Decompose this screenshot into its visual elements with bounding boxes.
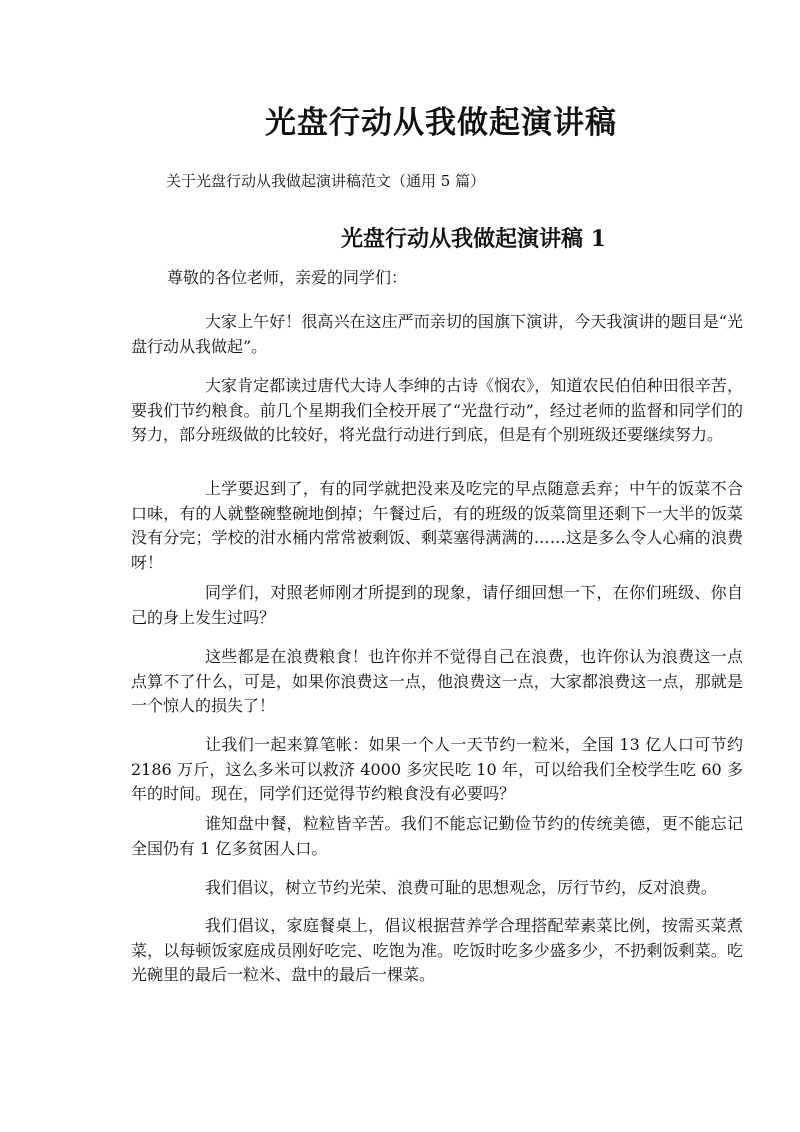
document-title: 光盘行动从我做起演讲稿 <box>265 105 617 141</box>
section-title: 光盘行动从我做起演讲稿 1 <box>341 226 606 252</box>
body-paragraph: 我们倡议，家庭餐桌上，倡议根据营养学合理搭配荤素菜比例，按需买菜煮菜，以每顿饭家庭成员刚好吃完、吃饱为准。吃饭时吃多少盛多少，不扔剩饭剩菜。吃光碗里的最后一粒米、盘中的最后一棵菜。 <box>131 916 743 984</box>
body-paragraph: 谁知盘中餐，粒粒皆辛苦。我们不能忘记勤俭节约的传统美德，更不能忘记全国仍有 1 亿多贫困人口。 <box>131 814 743 858</box>
salutation: 尊敬的各位老师，亲爱的同学们： <box>167 268 408 287</box>
body-paragraph: 同学们，对照老师刚才所提到的现象，请仔细回想一下，在你们班级、你自己的身上发生过吗？ <box>131 583 743 627</box>
body-paragraph: 大家上午好！很高兴在这庄严而亲切的国旗下演讲，今天我演讲的题目是“光盘行动从我做起”。 <box>131 312 743 356</box>
body-paragraph: 大家肯定都读过唐代大诗人李绅的古诗《悯农》，知道农民伯伯种田很辛苦，要我们节约粮食。前几个星期我们全校开展了“光盘行动”，经过老师的监督和同学们的努力，部分班级做的比较好，将光盘行动进行到底，但是有个别班级还要继续努力。 <box>131 376 743 444</box>
body-paragraph: 让我们一起来算笔帐：如果一个人一天节约一粒米，全国 13 亿人口可节约 2186 万斤，这么多米可以救济 4000 多灾民吃 10 年，可以给我们全校学生吃 60 多年的时间。现在，同学们还觉得节约粮食没有必要吗？ <box>131 735 743 803</box>
document-subtitle: 关于光盘行动从我做起演讲稿范文（通用 5 篇） <box>166 172 486 190</box>
body-paragraph: 这些都是在浪费粮食！也许你并不觉得自己在浪费，也许你认为浪费这一点点算不了什么，可是，如果你浪费这一点，他浪费这一点，大家都浪费这一点，那就是一个惊人的损失了！ <box>131 647 743 715</box>
body-paragraph: 我们倡议，树立节约光荣、浪费可耻的思想观念，厉行节约，反对浪费。 <box>205 878 718 897</box>
body-paragraph: 上学要迟到了，有的同学就把没来及吃完的早点随意丢弃；中午的饭菜不合口味，有的人就整碗整碗地倒掉；午餐过后，有的班级的饭菜筒里还剩下一大半的饭菜没有分完；学校的泔水桶内常常被剩饭、剩菜塞得满满的……这是多么令人心痛的浪费呀！ <box>131 479 743 572</box>
